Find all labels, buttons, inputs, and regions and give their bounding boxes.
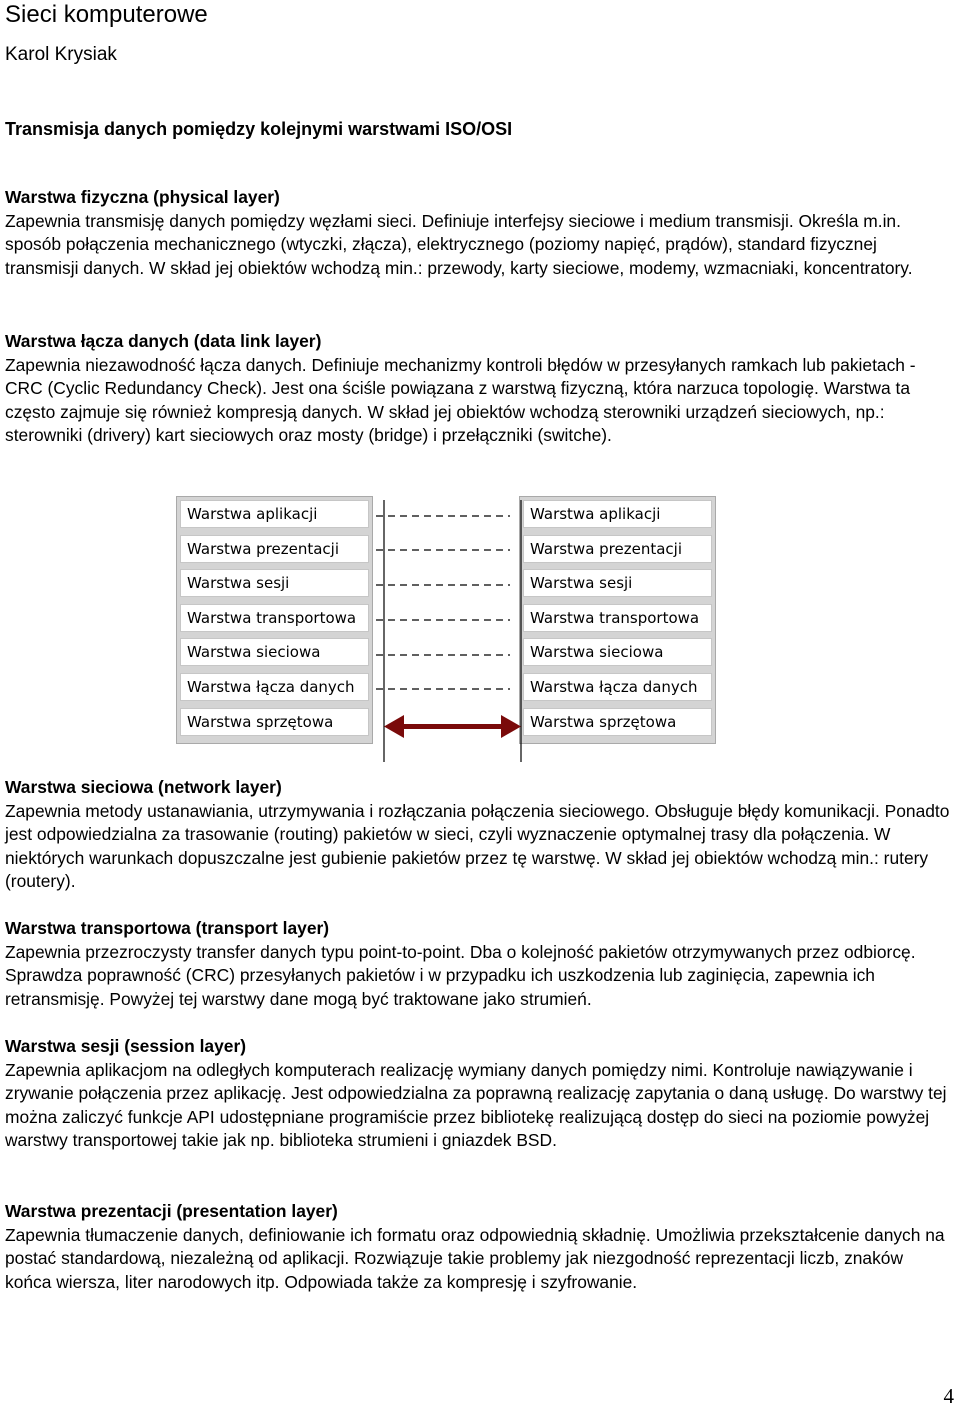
- layer-box-transport: Warstwa transportowa: [180, 604, 369, 632]
- section-presentation-layer: [5, 1200, 953, 1294]
- layer-box-presentation: Warstwa prezentacji: [180, 535, 369, 563]
- physical-transmission-arrow: [384, 715, 521, 738]
- section-network-layer: [5, 776, 953, 894]
- section-heading: Warstwa transportowa (transport layer): [5, 918, 330, 938]
- layer-box-session: Warstwa sesji: [180, 569, 369, 597]
- section-body: Zapewnia tłumaczenie danych, definiowanie ich formatu oraz odpowiednią składnię. Umożliwia przekształcenie danych na postać standardową, niezależną od aplikacji. Rozwiązuje takie problemy jak niezgodność reprezentacji liczb, znaków końca wiersza, liter narodowych itp. Odpowiada także za kompresję i szyfrowanie.: [5, 1224, 945, 1292]
- arrow-head-right: [501, 715, 521, 738]
- document-author: Karol Krysiak: [5, 44, 117, 65]
- section-heading: Warstwa sesji (session layer): [5, 1036, 247, 1056]
- osi-transmission-diagram: [176, 496, 783, 768]
- peer-dashed-lines: [376, 516, 510, 689]
- layer-box-application: Warstwa aplikacji: [523, 500, 712, 528]
- layer-box-datalink: Warstwa łącza danych: [523, 673, 712, 701]
- layer-box-application: Warstwa aplikacji: [180, 500, 369, 528]
- arrow-shaft: [396, 724, 509, 729]
- section-body: Zapewnia transmisję danych pomiędzy węzłami sieci. Definiuje interfejsy sieciowe i medium transmisji. Określa m.in. sposób połączenia mechanicznego (wtyczki, złącza), elektrycznego (poziomy napięć, prądów), standard fizycznej transmisji danych. W skład jej obiektów wchodzą min.: przewody, karty sieciowe, modemy, wzmacniaki, koncentratory.: [5, 210, 913, 278]
- layer-box-transport: Warstwa transportowa: [523, 604, 712, 632]
- section-body: Zapewnia aplikacjom na odległych komputerach realizację wymiany danych pomiędzy nimi. Kontroluje nawiązywanie i zrywanie połączenia przez aplikację. Jest odpowiedzialna za poprawną realizację zapytania o daną usługę. Do warstwy tej można zaliczyć funkcje API udostępniane programiście przez bibliotekę realizującą dostęp do sieci na poziomie powyżej warstwy transportowej takie jak np. biblioteka strumieni i gniazdek BSD.: [5, 1059, 947, 1150]
- diagram-connectors: [176, 496, 783, 768]
- layer-box-session: Warstwa sesji: [523, 569, 712, 597]
- section-session-layer: [5, 1035, 953, 1153]
- layer-box-network: Warstwa sieciowa: [523, 638, 712, 666]
- arrow-head-left: [384, 715, 404, 738]
- layer-box-network: Warstwa sieciowa: [180, 638, 369, 666]
- section-body: Zapewnia metody ustanawiania, utrzymywania i rozłączania połączenia sieciowego. Obsługuje błędy komunikacji. Ponadto jest odpowiedzialna za trasowanie (routing) pakietów w sieci, czyli wyznaczenie optymalnej trasy dla połączenia. W niektórych warunkach dopuszczalne jest gubienie pakietów przez tę warstwę. W skład jej obiektów wchodzą min.: rutery (routery).: [5, 800, 950, 891]
- section-datalink-layer: [5, 330, 953, 448]
- section-heading: Warstwa łącza danych (data link layer): [5, 331, 322, 351]
- layer-box-hardware: Warstwa sprzętowa: [523, 708, 712, 736]
- section-body: Zapewnia przezroczysty transfer danych typu point-to-point. Dba o kolejność pakietów otrzymywanych przez odbiorcę. Sprawdza poprawność (CRC) przesyłanych pakietów i w przypadku ich uszkodzenia lub zaginięcia, zapewnia ich retransmisję. Powyżej tej warstwy dane mogą być traktowane jako strumień.: [5, 941, 916, 1009]
- document-title: Sieci komputerowe: [5, 1, 208, 28]
- layer-box-presentation: Warstwa prezentacji: [523, 535, 712, 563]
- section-physical-layer: [5, 186, 953, 280]
- section-heading: Warstwa prezentacji (presentation layer): [5, 1201, 338, 1221]
- section-heading: Warstwa sieciowa (network layer): [5, 777, 282, 797]
- main-heading: Transmisja danych pomiędzy kolejnymi warstwami ISO/OSI: [5, 119, 513, 139]
- section-transport-layer: [5, 917, 953, 1011]
- layer-box-datalink: Warstwa łącza danych: [180, 673, 369, 701]
- vertical-flow-lines: [384, 500, 521, 762]
- section-body: Zapewnia niezawodność łącza danych. Definiuje mechanizmy kontroli błędów w przesyłanych ramkach lub pakietach - CRC (Cyclic Redundancy Check). Jest ona ściśle powiązana z warstwą fizyczną, która narzuca topologię. Warstwa ta często zajmuje się również kompresją danych. W skład jej obiektów wchodzą sterowniki urządzeń sieciowych, np.: sterowniki (drivery) kart sieciowych oraz mosty (bridge) i przełączniki (switche).: [5, 354, 916, 445]
- layer-box-hardware: Warstwa sprzętowa: [180, 708, 369, 736]
- page-number: 4: [943, 1384, 954, 1408]
- section-heading: Warstwa fizyczna (physical layer): [5, 187, 280, 207]
